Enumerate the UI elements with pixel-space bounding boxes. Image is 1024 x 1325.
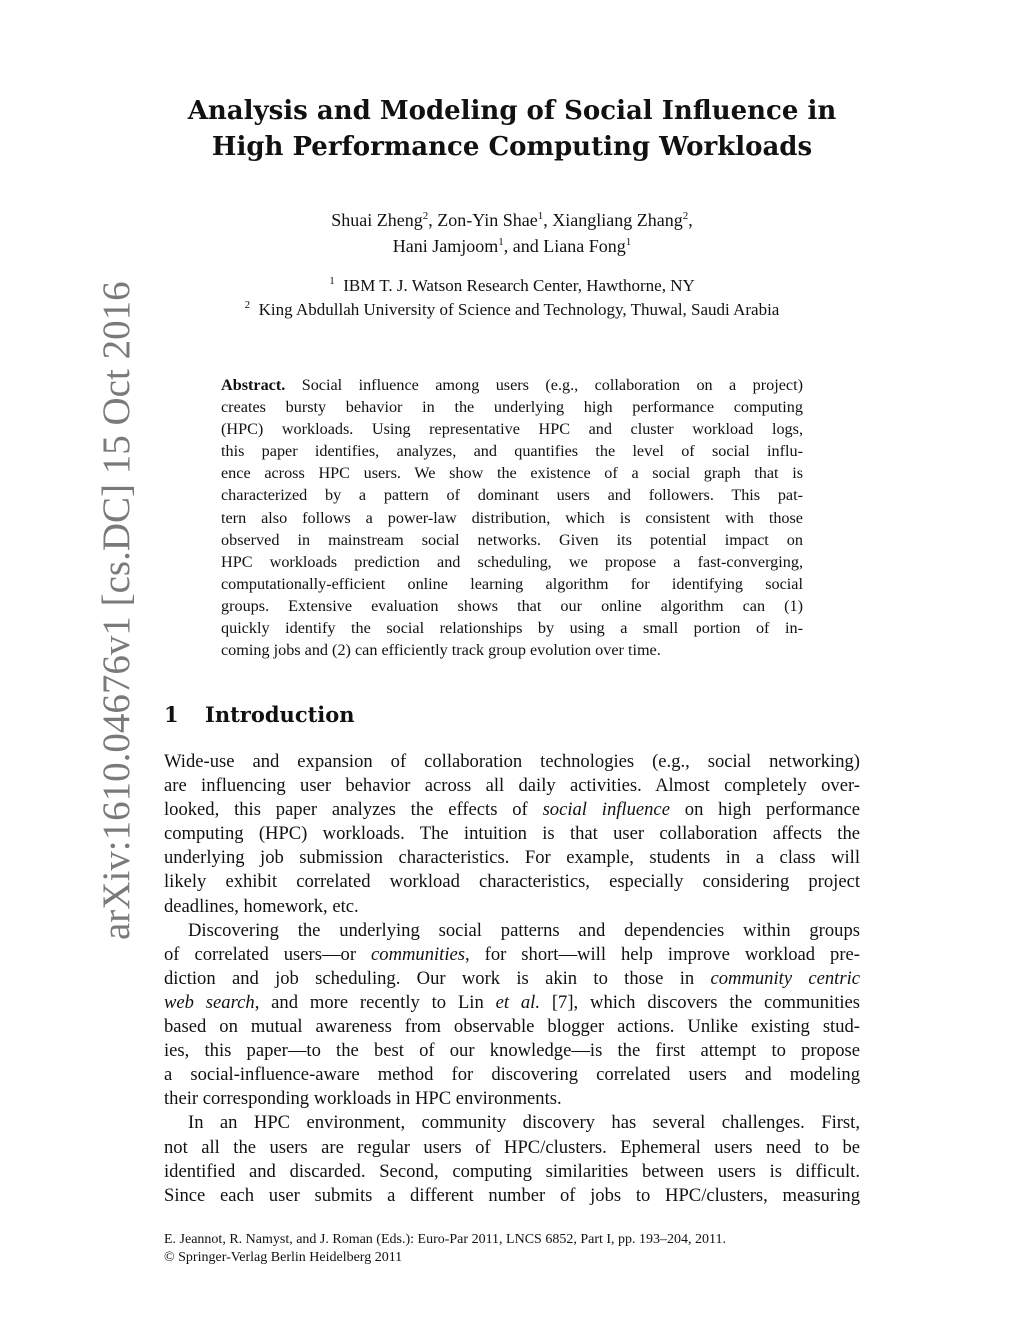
body-line: deadlines, homework, etc. [164,895,359,917]
body-line: their corresponding workloads in HPC environments. [164,1088,562,1110]
body-line: not all the users are regular users of HPC/clusters. Ephemeral users need to be [164,1136,860,1158]
abstract-line: groups. Extensive evaluation shows that our online algorithm can (1) [221,596,803,615]
affiliation-mark: 2 [244,299,251,311]
section-title: Introduction [205,702,355,727]
abstract-line [221,374,803,396]
paper-title [150,93,874,165]
body-text [164,750,860,1208]
affiliation-text: King Abdullah University of Science and Technology, Thuwal, Saudi Arabia [258,300,780,319]
abstract-line: (HPC) workloads. Using representative HPC and cluster workload logs, [221,420,803,439]
abstract-line: ence across HPC users. We show the existence of a social graph that is [221,464,803,483]
affiliation-line [150,298,874,322]
abstract-line: characterized by a pattern of dominant users and followers. This pat- [221,486,803,505]
author-name: Xiangliang Zhang [552,210,683,230]
emphasis: communities [371,943,466,965]
emphasis: web search [164,991,255,1013]
author-separator: , [428,210,438,230]
title-line: Analysis and Modeling of Social Influence in [187,96,837,126]
abstract-line: this paper identifies, analyzes, and quantifies the level of social influ- [221,442,803,461]
footnote [164,1231,864,1267]
affiliations [150,274,874,322]
body-line: ies, this paper—to the best of our knowledge—is the first attempt to propose [164,1040,860,1062]
footnote-line: © Springer-Verlag Berlin Heidelberg 2011 [164,1250,403,1265]
body-line: underlying job submission characteristics. For example, students in a class will [164,847,860,869]
author-name: Liana Fong [543,236,626,256]
body-line: based on mutual awareness from observable blogger actions. Unlike existing stud- [164,1016,860,1038]
author-affiliation-mark: 2 [682,210,689,222]
body-line: Since each user submits a different number of jobs to HPC/clusters, measuring [164,1184,860,1206]
author-affiliation-mark: 2 [422,210,429,222]
abstract-label: Abstract. [221,376,286,394]
body-line: Wide-use and expansion of collaboration technologies (e.g., social networking) [164,751,860,772]
body-line: Discovering the underlying social patterns and dependencies within groups [188,919,860,941]
abstract-line: computationally-efficient online learning algorithm for identifying social [221,574,803,593]
affiliation-mark: 1 [329,275,335,287]
author-name: Zon-Yin Shae [437,210,538,230]
body-line: looked, this paper analyzes the effects of social influence on high performance [164,799,860,821]
author-affiliation-mark: 1 [498,236,504,248]
author-separator: , and [503,236,544,256]
author-line [150,207,874,233]
body-line: are influencing user behavior across all daily activities. Almost completely over- [164,775,860,797]
abstract-line: observed in mainstream social networks. Given its potential impact on [221,530,803,549]
author-line [150,233,874,259]
body-line: likely exhibit correlated workload characteristics, especially considering project [164,871,860,893]
author-name: Hani Jamjoom [392,236,499,256]
author-affiliation-mark: 1 [537,210,544,222]
abstract-text: Social influence among users (e.g., collaboration on a project) [285,376,803,394]
body-line: In an HPC environment, community discovery has several challenges. First, [188,1112,860,1134]
abstract-line: creates bursty behavior in the underlying high performance computing [221,398,803,417]
author-affiliation-mark: 1 [625,236,632,248]
abstract-line: HPC workloads prediction and scheduling, we propose a fast-converging, [221,552,803,571]
body-line: of correlated users—or communities, for short—will help improve workload pre- [164,943,860,965]
arxiv-identifier-stamp: arXiv:1610.04676v1 [cs.DC] 15 Oct 2016 [95,281,138,940]
abstract-line: tern also follows a power-law distribution, which is consistent with those [221,508,803,527]
author-list [150,207,874,259]
body-line: diction and job scheduling. Our work is akin to those in community centric [164,967,860,989]
abstract-line: coming jobs and (2) can efficiently track group evolution over time. [221,641,661,660]
abstract-line: quickly identify the social relationships by using a small portion of in- [221,619,803,638]
body-line: computing (HPC) workloads. The intuition is that user collaboration affects the [164,823,860,845]
emphasis: community centric [710,967,860,989]
body-line: a social-influence-aware method for discovering correlated users and modeling [164,1064,860,1086]
section-number: 1 [164,702,179,727]
body-line: identified and discarded. Second, computing similarities between users is difficult. [164,1160,860,1182]
abstract [221,374,803,661]
citation: [7], which discovers the communities [540,991,861,1013]
author-separator: , [688,210,693,230]
body-line: web search, and more recently to Lin et al. [7], which discovers the communities [164,991,861,1013]
affiliation-text: IBM T. J. Watson Research Center, Hawthorne, NY [343,276,695,295]
emphasis: et al. [495,991,541,1013]
title-line: High Performance Computing Workloads [211,132,813,162]
author-separator: , [543,210,553,230]
author-name: Shuai Zheng [331,210,423,230]
affiliation-line [150,274,874,298]
footnote-line: E. Jeannot, R. Namyst, and J. Roman (Eds.): Euro-Par 2011, LNCS 6852, Part I, pp. 193–204, 2011. [164,1232,727,1247]
emphasis: social influence [542,799,670,821]
section-heading [164,700,355,730]
